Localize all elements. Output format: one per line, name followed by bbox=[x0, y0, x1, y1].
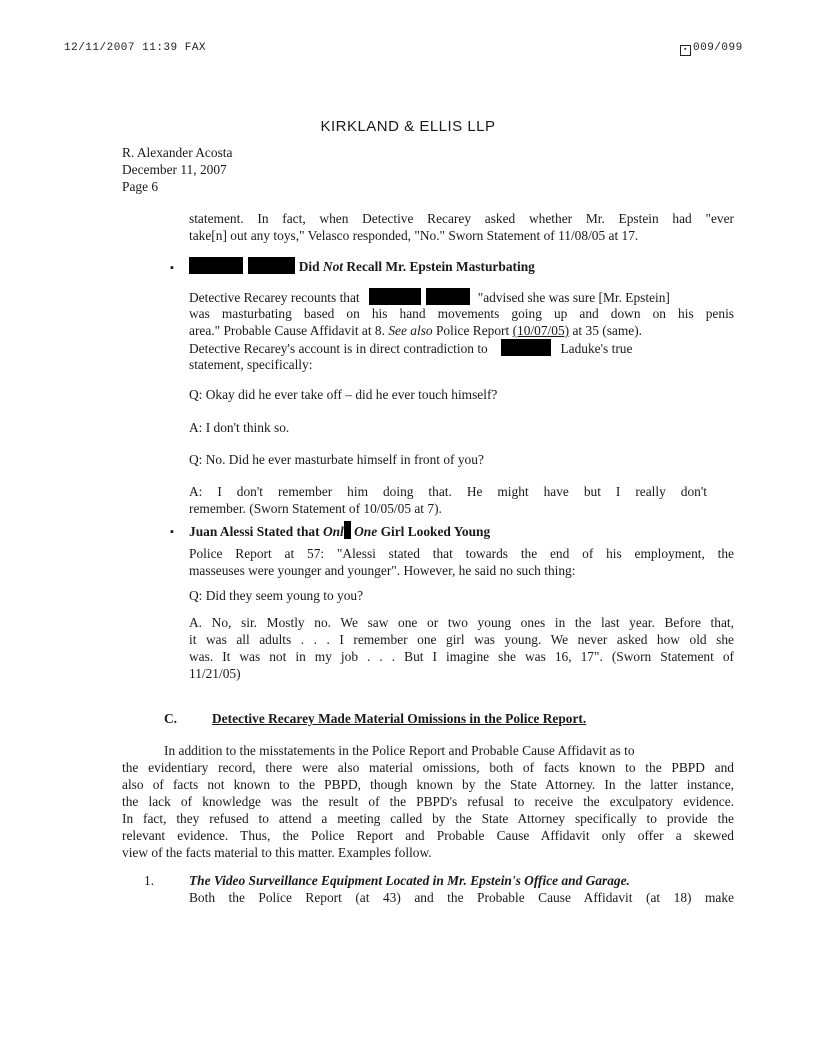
section-c-para-line-7: view of the facts material to this matter. Examples follow. bbox=[122, 845, 432, 860]
section-c-para-line-4: the lack of knowledge was the result of the PBPD's refusal to receive the exculpatory evidence. bbox=[122, 794, 734, 809]
redaction-block bbox=[426, 288, 470, 305]
firm-name: KIRKLAND & ELLIS LLP bbox=[320, 118, 496, 135]
section-2-para-line-2: masseuses were younger and younger". However, he said no such thing: bbox=[189, 563, 576, 578]
section-2-heading: Juan Alessi Stated that Onl One Girl Looked Young bbox=[189, 521, 490, 540]
answer-2-line-2: remember. (Sworn Statement of 10/05/05 at 7). bbox=[189, 501, 442, 516]
answer-1: A: I don't think so. bbox=[189, 420, 290, 435]
fax-page-number: ▪ 009/099 bbox=[680, 42, 743, 56]
redaction-block bbox=[248, 257, 295, 274]
redaction-block bbox=[369, 288, 421, 305]
bullet-2: ▪ bbox=[170, 526, 174, 538]
item-1-heading: The Video Surveillance Equipment Located in Mr. Epstein's Office and Garage. bbox=[189, 873, 630, 888]
section-1-heading: Did Not Recall Mr. Epstein Masturbating bbox=[189, 257, 535, 275]
question-1: Q: Okay did he ever take off – did he ever touch himself? bbox=[189, 387, 498, 402]
item-1-number: 1. bbox=[144, 873, 155, 888]
section-1-para-line-4: Detective Recarey's account is in direct contradiction to Laduke's true bbox=[189, 341, 633, 356]
answer-3-line-2: it was all adults . . . I remember one girl was young. We never asked how old she bbox=[189, 632, 734, 647]
fax-icon: ▪ bbox=[680, 45, 691, 56]
redaction-block bbox=[189, 257, 243, 274]
redaction-block bbox=[344, 521, 351, 539]
bullet-1: ▪ bbox=[170, 262, 174, 274]
section-c-para-line-2: the evidentiary record, there were also material omissions, both of facts known to the PBPD and bbox=[122, 760, 734, 775]
redaction-block bbox=[501, 339, 551, 356]
section-c-heading: Detective Recarey Made Material Omissions in the Police Report. bbox=[212, 711, 587, 726]
question-2: Q: No. Did he ever masturbate himself in front of you? bbox=[189, 452, 484, 467]
question-3: Q: Did they seem young to you? bbox=[189, 588, 364, 603]
letter-date: December 11, 2007 bbox=[122, 162, 227, 177]
section-c-para-line-6: relevant evidence. Thus, the Police Report and Probable Cause Affidavit only offer a skewed bbox=[122, 828, 734, 843]
intro-line-2: take[n] out any toys," Velasco responded, "No." Sworn Statement of 11/08/05 at 17. bbox=[189, 228, 639, 243]
section-1-para-line-2: was masturbating based on his hand movements going up and down on his penis bbox=[189, 306, 734, 321]
section-c-para-line-3: also of facts not known to the PBPD, though known by the State Attorney. In the latter instance, bbox=[122, 777, 734, 792]
item-1-text: Both the Police Report (at 43) and the Probable Cause Affidavit (at 18) make bbox=[189, 890, 734, 905]
section-c-para-line-5: In fact, they refused to attend a meeting called by the State Attorney specifically to provide the bbox=[122, 811, 734, 826]
answer-2-line-1: A: I don't remember him doing that. He might have but I really don't bbox=[189, 484, 707, 499]
section-c-para-line-1: In addition to the misstatements in the Police Report and Probable Cause Affidavit as to bbox=[164, 743, 635, 758]
section-c-label: C. bbox=[164, 711, 178, 726]
answer-3-line-3: was. It was not in my job . . . But I imagine she was 16, 17". (Sworn Statement of bbox=[189, 649, 734, 664]
section-1-para-line-1: Detective Recarey recounts that "advised she was sure [Mr. Epstein] bbox=[189, 290, 670, 305]
intro-line-1: statement. In fact, when Detective Recarey asked whether Mr. Epstein had "ever bbox=[189, 211, 734, 226]
report-date-link: (10/07/05) bbox=[512, 323, 570, 338]
answer-3-line-1: A. No, sir. Mostly no. We saw one or two young ones in the last year. Before that, bbox=[189, 615, 734, 630]
section-1-para-line-3: area." Probable Cause Affidavit at 8. See also Police Report (10/07/05) at 35 (same). bbox=[189, 323, 643, 338]
answer-3-line-4: 11/21/05) bbox=[189, 666, 241, 681]
letter-page: Page 6 bbox=[122, 179, 159, 194]
letter-recipient: R. Alexander Acosta bbox=[122, 145, 233, 160]
section-1-para-line-5: statement, specifically: bbox=[189, 357, 313, 372]
fax-datetime: 12/11/2007 11:39 FAX bbox=[64, 42, 207, 54]
section-2-para-line-1: Police Report at 57: "Alessi stated that towards the end of his employment, the bbox=[189, 546, 734, 561]
